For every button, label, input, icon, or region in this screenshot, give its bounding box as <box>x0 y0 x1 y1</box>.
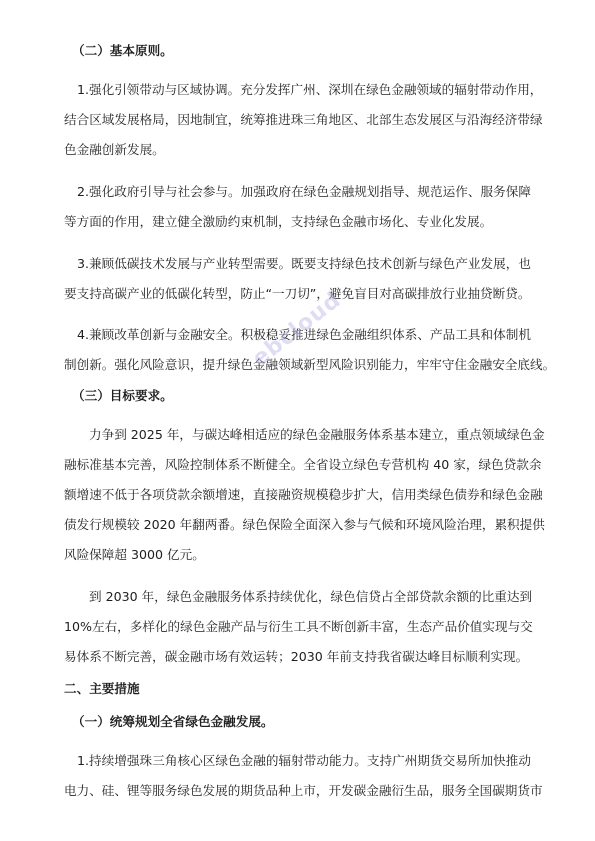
text-line: 债发行规模较 2020 年翻两番。绿色保险全面深入参与气候和环境风险治理，累积提供 <box>64 517 545 532</box>
section-heading-principles: （二）基本原则。 <box>72 43 173 58</box>
text-line: 要支持高碳产业的低碳化转型，防止“一刀切”，避免盲目对高碳排放行业抽贷断贷。 <box>64 286 531 301</box>
text-line: 制创新。强化风险意识，提升绿色金融领域新型风险识别能力，牢牢守住金融安全底线。 <box>64 357 556 372</box>
text-line: 色金融创新发展。 <box>64 142 165 157</box>
text-line: 到 2030 年，绿色金融服务体系持续优化，绿色信贷占全部贷款余额的比重达到 <box>89 589 533 604</box>
text-line: 1.强化引领带动与区域协调。充分发挥广州、深圳在绿色金融领域的辐射带动作用， <box>77 82 543 97</box>
text-line: 等方面的作用，建立健全激励约束机制，支持绿色金融市场化、专业化发展。 <box>64 214 493 229</box>
text-line: 额增速不低于各项贷款余额增速，直接融资规模稳步扩大，信用类绿色债券和绿色金融 <box>64 487 543 502</box>
text-line: 融标准基本完善，风险控制体系不断健全。全省设立绿色专营机构 40 家，绿色贷款余 <box>64 457 542 472</box>
section-heading-goals: （三）目标要求。 <box>72 388 173 403</box>
text-line: 2.强化政府引导与社会参与。加强政府在绿色金融规划指导、规范运作、服务保障 <box>77 184 531 199</box>
text-line: 3.兼顾低碳技术发展与产业转型需要。既要支持绿色技术创新与绿色产业发展，也 <box>77 256 531 271</box>
section-heading-plan: （一）统筹规划全省绿色金融发展。 <box>72 714 274 729</box>
text-line: 风险保障超 3000 亿元。 <box>64 547 205 562</box>
text-line: 力争到 2025 年，与碳达峰相适应的绿色金融服务体系基本建立，重点领域绿色金 <box>89 427 545 442</box>
text-line: 结合区域发展格局，因地制宜，统筹推进珠三角地区、北部生态发展区与沿海经济带绿 <box>64 112 543 127</box>
watermark-logo: ebcloud <box>248 287 346 372</box>
text-line: 易体系不断完善，碳金融市场有效运转；2030 年前支持我省碳达峰目标顺利实现。 <box>64 649 529 664</box>
text-line: 1.持续增强珠三角核心区绿色金融的辐射带动能力。支持广州期货交易所加快推动 <box>77 753 531 768</box>
text-line: 4.兼顾改革创新与金融安全。积极稳妥推进绿色金融组织体系、产品工具和体制机 <box>77 327 531 342</box>
text-line: 10%左右，多样化的绿色金融产品与衍生工具不断创新丰富，生态产品价值实现与交 <box>64 619 533 634</box>
text-line: 电力、硅、锂等服务绿色发展的期货品种上市，开发碳金融衍生品，服务全国碳期货市 <box>64 783 543 798</box>
section-heading-measures: 二、主要措施 <box>64 681 140 696</box>
